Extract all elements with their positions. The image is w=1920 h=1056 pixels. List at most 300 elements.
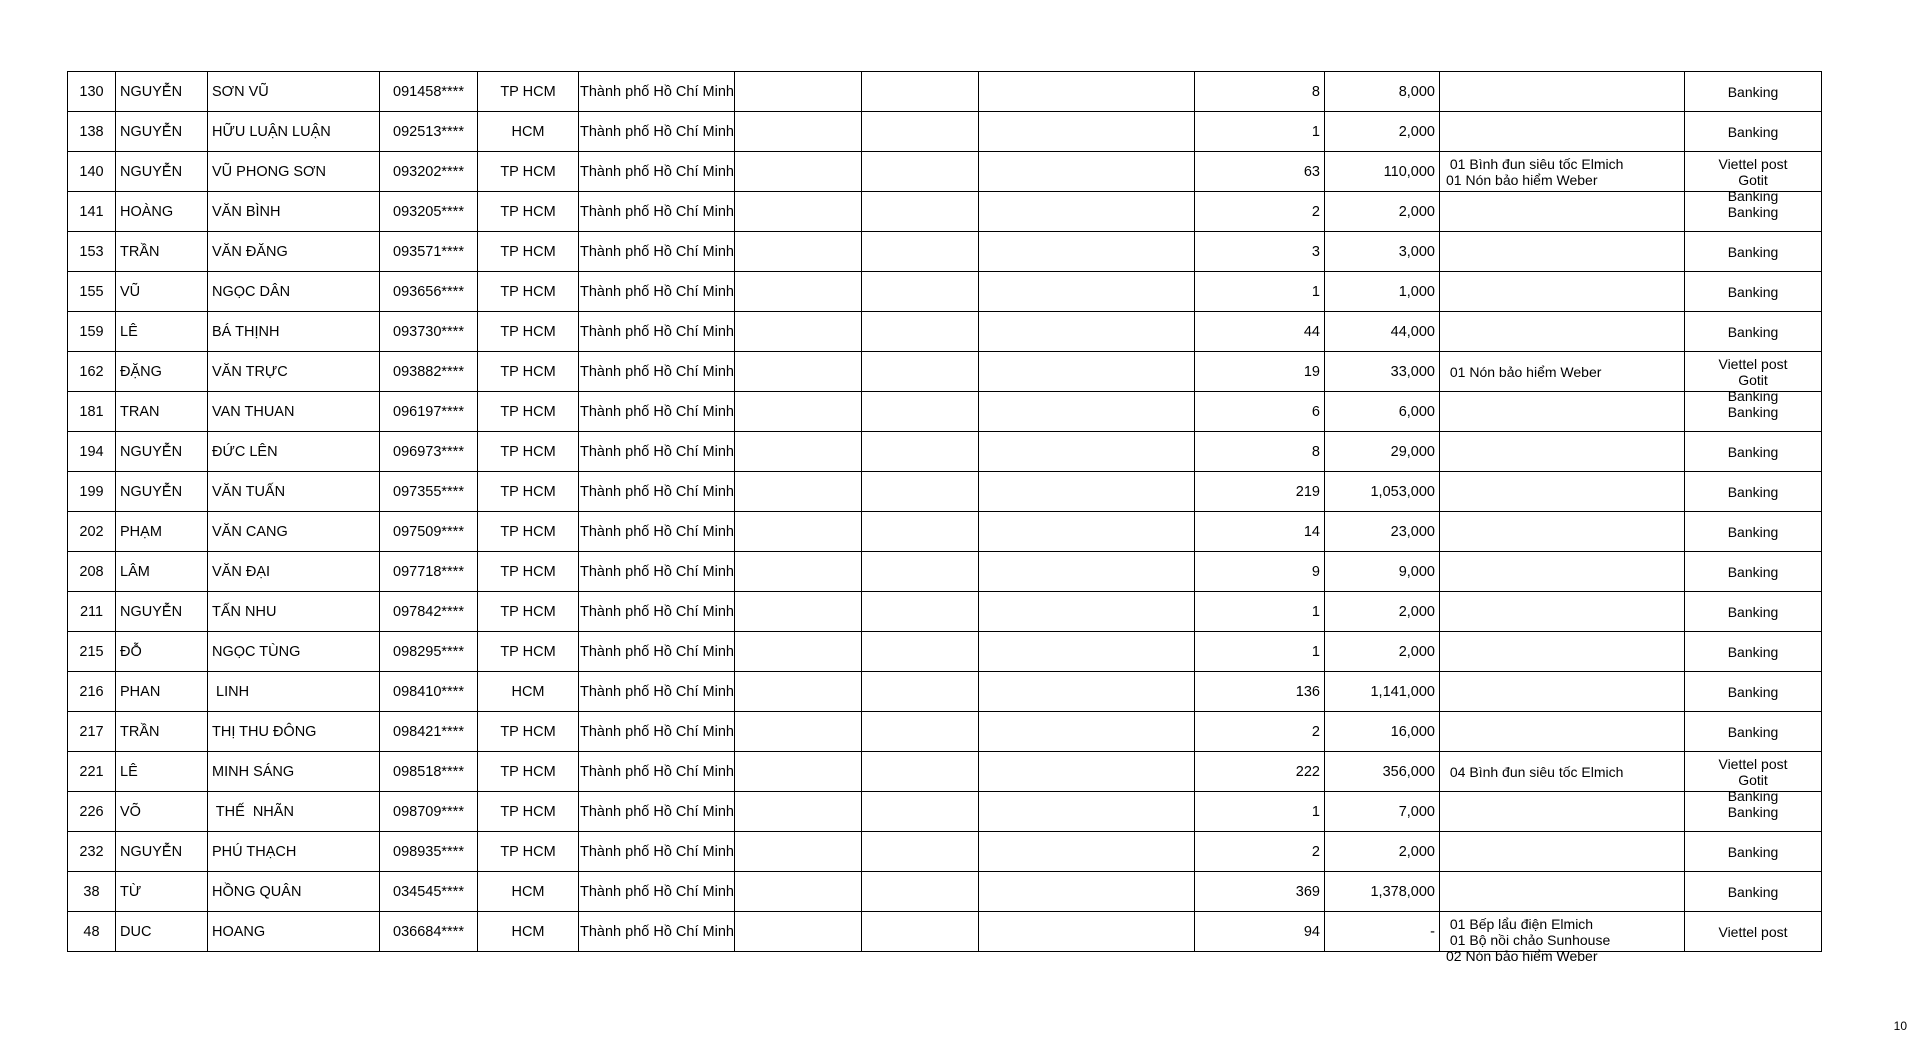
cell-gifts	[1440, 272, 1685, 312]
cell-empty	[862, 392, 979, 432]
cell-id: 181	[68, 392, 116, 432]
cell-province: Thành phố Hồ Chí Minh	[579, 312, 735, 352]
cell-delivery	[1685, 632, 1822, 672]
cell-amount: 2,000	[1325, 112, 1440, 152]
cell-last-name: NGUYỄN	[116, 72, 208, 112]
cell-amount: 9,000	[1325, 552, 1440, 592]
delivery-list	[1689, 833, 1817, 871]
cell-first-name: VAN THUAN	[208, 392, 380, 432]
page-number: 10	[1893, 1019, 1907, 1033]
cell-quantity: 1	[1195, 632, 1325, 672]
gift-list	[1446, 673, 1680, 711]
gift-list	[1446, 473, 1680, 511]
cell-quantity: 2	[1195, 832, 1325, 872]
delivery-list	[1689, 113, 1817, 151]
cell-first-name: VĂN CANG	[208, 512, 380, 552]
cell-empty	[979, 512, 1195, 552]
cell-amount: 8,000	[1325, 72, 1440, 112]
cell-empty	[979, 72, 1195, 112]
cell-province: Thành phố Hồ Chí Minh	[579, 232, 735, 272]
delivery-list	[1689, 753, 1817, 804]
delivery-method: Banking	[1727, 387, 1779, 404]
delivery-list	[1689, 233, 1817, 271]
gift-list	[1446, 273, 1680, 311]
cell-empty	[735, 472, 862, 512]
delivery-method: Banking	[1727, 723, 1779, 740]
cell-last-name: TRẦN	[116, 712, 208, 752]
cell-id: 48	[68, 912, 116, 952]
cell-city: TP HCM	[478, 592, 579, 632]
cell-city: TP HCM	[478, 432, 579, 472]
gift-list	[1446, 313, 1680, 351]
cell-quantity: 1	[1195, 592, 1325, 632]
cell-phone: 096197****	[380, 392, 478, 432]
cell-province: Thành phố Hồ Chí Minh	[579, 592, 735, 632]
gift-list	[1446, 793, 1680, 831]
cell-gifts	[1440, 912, 1685, 964]
cell-empty	[979, 912, 1195, 952]
cell-amount: 3,000	[1325, 232, 1440, 272]
cell-province: Thành phố Hồ Chí Minh	[579, 752, 735, 792]
delivery-list	[1689, 433, 1817, 471]
cell-amount: 356,000	[1325, 752, 1440, 792]
gift-list	[1446, 713, 1680, 751]
cell-delivery	[1685, 712, 1822, 752]
cell-id: 38	[68, 872, 116, 912]
cell-amount: 29,000	[1325, 432, 1440, 472]
cell-city: HCM	[478, 872, 579, 912]
cell-phone: 093202****	[380, 152, 478, 192]
cell-delivery	[1685, 352, 1822, 404]
cell-empty	[862, 472, 979, 512]
cell-last-name: TRAN	[116, 392, 208, 432]
cell-phone: 093571****	[380, 232, 478, 272]
cell-id: 215	[68, 632, 116, 672]
delivery-method: Banking	[1727, 603, 1779, 620]
cell-amount: 2,000	[1325, 632, 1440, 672]
cell-id: 202	[68, 512, 116, 552]
cell-empty	[862, 832, 979, 872]
table-row	[68, 432, 1822, 472]
delivery-list	[1689, 273, 1817, 311]
cell-province: Thành phố Hồ Chí Minh	[579, 152, 735, 192]
cell-first-name: HỒNG QUÂN	[208, 872, 380, 912]
cell-empty	[979, 112, 1195, 152]
cell-first-name: THỊ THU ĐÔNG	[208, 712, 380, 752]
cell-empty	[862, 672, 979, 712]
cell-empty	[979, 312, 1195, 352]
delivery-method: Banking	[1727, 323, 1779, 340]
cell-last-name: NGUYỄN	[116, 152, 208, 192]
cell-last-name: NGUYỄN	[116, 112, 208, 152]
cell-empty	[735, 392, 862, 432]
gift-list	[1446, 233, 1680, 271]
table-row	[68, 152, 1822, 192]
cell-empty	[862, 352, 979, 392]
cell-empty	[735, 312, 862, 352]
cell-id: 208	[68, 552, 116, 592]
cell-quantity: 63	[1195, 152, 1325, 192]
cell-empty	[735, 192, 862, 232]
cell-delivery	[1685, 552, 1822, 592]
cell-delivery	[1685, 312, 1822, 352]
cell-empty	[979, 192, 1195, 232]
gift-list	[1446, 73, 1680, 111]
cell-province: Thành phố Hồ Chí Minh	[579, 552, 735, 592]
cell-last-name: LÊ	[116, 312, 208, 352]
delivery-method: Gotit	[1738, 371, 1768, 388]
cell-empty	[735, 872, 862, 912]
cell-empty	[979, 232, 1195, 272]
delivery-list	[1689, 913, 1817, 951]
gift-list	[1446, 513, 1680, 551]
cell-phone: 091458****	[380, 72, 478, 112]
table-row	[68, 712, 1822, 752]
cell-last-name: TRẦN	[116, 232, 208, 272]
delivery-method: Banking	[1727, 683, 1779, 700]
cell-id: 199	[68, 472, 116, 512]
gift-list	[1446, 633, 1680, 671]
table-row	[68, 832, 1822, 872]
cell-province: Thành phố Hồ Chí Minh	[579, 832, 735, 872]
cell-id: 226	[68, 792, 116, 832]
cell-gifts	[1440, 792, 1685, 832]
cell-amount: 2,000	[1325, 832, 1440, 872]
cell-amount: 16,000	[1325, 712, 1440, 752]
cell-province: Thành phố Hồ Chí Minh	[579, 912, 735, 952]
table-row	[68, 752, 1822, 792]
cell-province: Thành phố Hồ Chí Minh	[579, 72, 735, 112]
cell-last-name: LÂM	[116, 552, 208, 592]
cell-phone: 098518****	[380, 752, 478, 792]
gift-list	[1446, 833, 1680, 871]
cell-quantity: 8	[1195, 432, 1325, 472]
cell-gifts	[1440, 472, 1685, 512]
cell-delivery	[1685, 832, 1822, 872]
cell-gifts	[1440, 832, 1685, 872]
cell-city: TP HCM	[478, 312, 579, 352]
cell-last-name: NGUYỄN	[116, 592, 208, 632]
cell-amount: 1,053,000	[1325, 472, 1440, 512]
cell-city: TP HCM	[478, 192, 579, 232]
cell-delivery	[1685, 232, 1822, 272]
cell-last-name: NGUYỄN	[116, 832, 208, 872]
cell-quantity: 94	[1195, 912, 1325, 952]
cell-quantity: 9	[1195, 552, 1325, 592]
cell-city: TP HCM	[478, 472, 579, 512]
cell-city: HCM	[478, 112, 579, 152]
delivery-method: Banking	[1727, 843, 1779, 860]
cell-first-name: NGỌC DÂN	[208, 272, 380, 312]
cell-phone: 096973****	[380, 432, 478, 472]
cell-id: 217	[68, 712, 116, 752]
cell-empty	[735, 72, 862, 112]
gift-item: 04 Bình đun siêu tốc Elmich	[1446, 763, 1624, 780]
cell-empty	[862, 792, 979, 832]
cell-city: TP HCM	[478, 832, 579, 872]
cell-first-name: VĂN BÌNH	[208, 192, 380, 232]
cell-phone: 034545****	[380, 872, 478, 912]
cell-empty	[862, 72, 979, 112]
cell-gifts	[1440, 392, 1685, 432]
delivery-method: Banking	[1727, 123, 1779, 140]
cell-id: 232	[68, 832, 116, 872]
table-row	[68, 352, 1822, 392]
table-row	[68, 392, 1822, 432]
cell-id: 138	[68, 112, 116, 152]
cell-empty	[735, 112, 862, 152]
cell-first-name: VĂN TUẤN	[208, 472, 380, 512]
cell-empty	[735, 752, 862, 792]
table-row	[68, 472, 1822, 512]
table-row	[68, 512, 1822, 552]
cell-delivery	[1685, 512, 1822, 552]
cell-phone: 098295****	[380, 632, 478, 672]
cell-city: TP HCM	[478, 272, 579, 312]
cell-quantity: 2	[1195, 712, 1325, 752]
cell-phone: 093882****	[380, 352, 478, 392]
delivery-list	[1689, 873, 1817, 911]
delivery-method: Banking	[1727, 83, 1779, 100]
cell-gifts	[1440, 352, 1685, 392]
cell-empty	[979, 352, 1195, 392]
cell-amount: 110,000	[1325, 152, 1440, 192]
cell-phone: 097355****	[380, 472, 478, 512]
cell-gifts	[1440, 752, 1685, 792]
cell-id: 130	[68, 72, 116, 112]
table-row	[68, 912, 1822, 952]
delivery-method: Banking	[1727, 643, 1779, 660]
cell-last-name: ĐỖ	[116, 632, 208, 672]
cell-id: 221	[68, 752, 116, 792]
cell-amount: 23,000	[1325, 512, 1440, 552]
cell-city: TP HCM	[478, 752, 579, 792]
cell-amount: -	[1325, 912, 1440, 952]
delivery-list	[1689, 473, 1817, 511]
cell-empty	[735, 272, 862, 312]
cell-empty	[979, 712, 1195, 752]
delivery-method: Viettel post	[1718, 355, 1788, 372]
cell-empty	[735, 912, 862, 952]
cell-quantity: 2	[1195, 192, 1325, 232]
gift-list	[1446, 193, 1680, 231]
cell-last-name: NGUYỄN	[116, 432, 208, 472]
cell-id: 162	[68, 352, 116, 392]
cell-empty	[862, 712, 979, 752]
cell-delivery	[1685, 112, 1822, 152]
cell-quantity: 219	[1195, 472, 1325, 512]
cell-gifts	[1440, 232, 1685, 272]
delivery-list	[1689, 673, 1817, 711]
cell-phone: 097718****	[380, 552, 478, 592]
cell-empty	[862, 272, 979, 312]
delivery-list	[1689, 553, 1817, 591]
cell-last-name: LÊ	[116, 752, 208, 792]
gift-item: 01 Bếp lẩu điện Elmich	[1446, 915, 1594, 932]
cell-gifts	[1440, 632, 1685, 672]
cell-province: Thành phố Hồ Chí Minh	[579, 472, 735, 512]
cell-city: TP HCM	[478, 232, 579, 272]
cell-province: Thành phố Hồ Chí Minh	[579, 712, 735, 752]
cell-empty	[735, 832, 862, 872]
cell-province: Thành phố Hồ Chí Minh	[579, 672, 735, 712]
cell-first-name: ĐỨC LÊN	[208, 432, 380, 472]
delivery-list	[1689, 153, 1817, 204]
delivery-method: Banking	[1727, 187, 1779, 204]
cell-empty	[735, 792, 862, 832]
delivery-list	[1689, 593, 1817, 631]
cell-empty	[735, 712, 862, 752]
cell-quantity: 1	[1195, 792, 1325, 832]
cell-empty	[862, 872, 979, 912]
cell-delivery	[1685, 912, 1822, 952]
cell-province: Thành phố Hồ Chí Minh	[579, 352, 735, 392]
table-row	[68, 672, 1822, 712]
cell-quantity: 1	[1195, 112, 1325, 152]
cell-quantity: 19	[1195, 352, 1325, 392]
cell-delivery	[1685, 152, 1822, 204]
delivery-method: Banking	[1727, 483, 1779, 500]
cell-empty	[862, 512, 979, 552]
cell-empty	[862, 112, 979, 152]
cell-first-name: HOANG	[208, 912, 380, 952]
cell-empty	[862, 432, 979, 472]
delivery-list	[1689, 353, 1817, 404]
gift-item: 02 Nón bảo hiểm Weber	[1446, 947, 1598, 964]
cell-empty	[735, 152, 862, 192]
cell-empty	[979, 752, 1195, 792]
cell-phone: 098709****	[380, 792, 478, 832]
cell-delivery	[1685, 72, 1822, 112]
table-row	[68, 632, 1822, 672]
cell-phone: 098410****	[380, 672, 478, 712]
cell-empty	[735, 512, 862, 552]
cell-empty	[735, 352, 862, 392]
delivery-method: Banking	[1727, 523, 1779, 540]
cell-city: TP HCM	[478, 392, 579, 432]
cell-id: 211	[68, 592, 116, 632]
cell-empty	[862, 192, 979, 232]
cell-city: TP HCM	[478, 152, 579, 192]
cell-id: 155	[68, 272, 116, 312]
delivery-list	[1689, 513, 1817, 551]
cell-delivery	[1685, 752, 1822, 804]
gift-list	[1446, 913, 1680, 964]
gift-list	[1446, 353, 1680, 391]
delivery-list	[1689, 73, 1817, 111]
table-row	[68, 312, 1822, 352]
gift-list	[1446, 553, 1680, 591]
delivery-method: Banking	[1727, 883, 1779, 900]
cell-quantity: 14	[1195, 512, 1325, 552]
cell-quantity: 3	[1195, 232, 1325, 272]
cell-gifts	[1440, 312, 1685, 352]
table-row	[68, 792, 1822, 832]
table-row	[68, 272, 1822, 312]
cell-empty	[979, 632, 1195, 672]
cell-city: HCM	[478, 912, 579, 952]
cell-empty	[862, 912, 979, 952]
cell-phone: 092513****	[380, 112, 478, 152]
cell-first-name: VĂN TRỰC	[208, 352, 380, 392]
cell-gifts	[1440, 552, 1685, 592]
cell-empty	[735, 552, 862, 592]
cell-last-name: DUC	[116, 912, 208, 952]
cell-delivery	[1685, 672, 1822, 712]
cell-province: Thành phố Hồ Chí Minh	[579, 392, 735, 432]
cell-id: 153	[68, 232, 116, 272]
delivery-method: Banking	[1727, 787, 1779, 804]
cell-first-name: THẾ NHÃN	[208, 792, 380, 832]
cell-quantity: 44	[1195, 312, 1325, 352]
table-row	[68, 192, 1822, 232]
cell-city: HCM	[478, 672, 579, 712]
cell-empty	[862, 632, 979, 672]
delivery-method: Banking	[1727, 203, 1779, 220]
cell-first-name: VŨ PHONG SƠN	[208, 152, 380, 192]
cell-delivery	[1685, 272, 1822, 312]
cell-province: Thành phố Hồ Chí Minh	[579, 872, 735, 912]
cell-empty	[979, 392, 1195, 432]
cell-city: TP HCM	[478, 632, 579, 672]
cell-last-name: VŨ	[116, 272, 208, 312]
cell-last-name: TỪ	[116, 872, 208, 912]
cell-province: Thành phố Hồ Chí Minh	[579, 632, 735, 672]
cell-id: 141	[68, 192, 116, 232]
cell-first-name: SƠN VŨ	[208, 72, 380, 112]
cell-id: 159	[68, 312, 116, 352]
cell-delivery	[1685, 432, 1822, 472]
cell-phone: 036684****	[380, 912, 478, 952]
cell-empty	[979, 872, 1195, 912]
delivery-method: Banking	[1727, 403, 1779, 420]
delivery-method: Banking	[1727, 443, 1779, 460]
cell-city: TP HCM	[478, 552, 579, 592]
gift-item: 01 Bộ nồi chảo Sunhouse	[1446, 931, 1611, 948]
cell-phone: 098421****	[380, 712, 478, 752]
cell-phone: 097842****	[380, 592, 478, 632]
delivery-method: Viettel post	[1718, 755, 1788, 772]
table-row	[68, 592, 1822, 632]
cell-delivery	[1685, 592, 1822, 632]
cell-amount: 7,000	[1325, 792, 1440, 832]
gift-item: 01 Nón bảo hiểm Weber	[1446, 363, 1602, 380]
cell-city: TP HCM	[478, 792, 579, 832]
cell-last-name: ĐẶNG	[116, 352, 208, 392]
cell-quantity: 1	[1195, 272, 1325, 312]
gift-list	[1446, 113, 1680, 151]
cell-phone: 097509****	[380, 512, 478, 552]
cell-amount: 1,000	[1325, 272, 1440, 312]
cell-province: Thành phố Hồ Chí Minh	[579, 112, 735, 152]
delivery-method: Banking	[1727, 803, 1779, 820]
cell-empty	[735, 232, 862, 272]
cell-empty	[979, 672, 1195, 712]
cell-quantity: 6	[1195, 392, 1325, 432]
cell-first-name: NGỌC TÙNG	[208, 632, 380, 672]
cell-province: Thành phố Hồ Chí Minh	[579, 192, 735, 232]
cell-gifts	[1440, 112, 1685, 152]
gift-list	[1446, 873, 1680, 911]
delivery-method: Viettel post	[1718, 923, 1788, 940]
table-row	[68, 112, 1822, 152]
cell-empty	[979, 792, 1195, 832]
cell-empty	[862, 312, 979, 352]
cell-empty	[979, 592, 1195, 632]
cell-empty	[979, 832, 1195, 872]
delivery-method: Banking	[1727, 563, 1779, 580]
cell-empty	[862, 552, 979, 592]
